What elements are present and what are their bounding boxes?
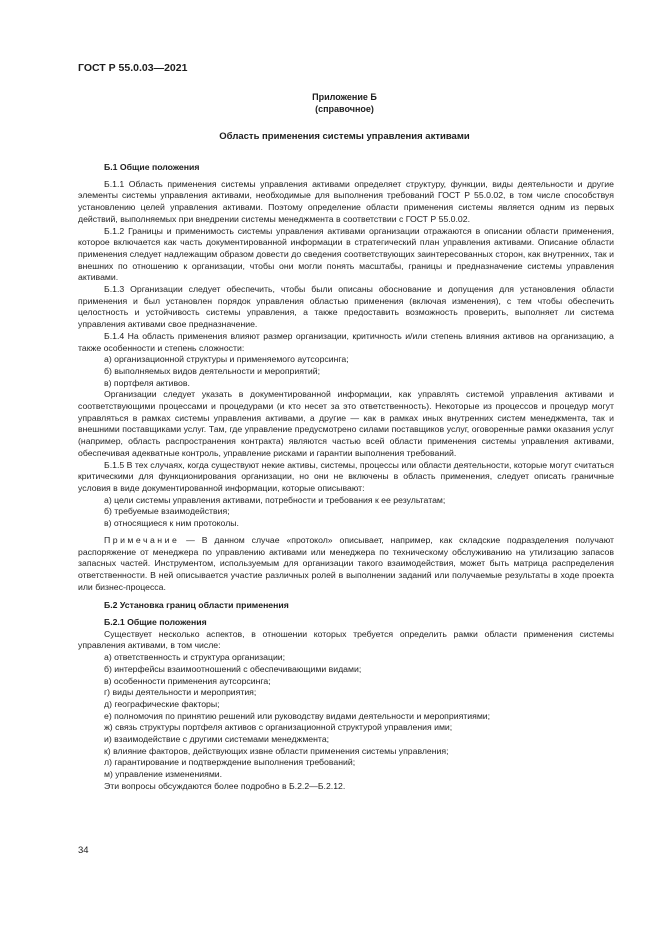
list-item: а) организационной структуры и применяемого аутсорсинга; <box>104 354 349 365</box>
paragraph-b1-3: Б.1.3 Организации следует обеспечить, чтобы были описаны обоснование и допущения для установления области применения и был установлен порядок управления областью применения (включая изменения), с тем чтобы обеспечить целостность и устойчивость системы управления, а также предоставить возможность проверить, выполняет ли система управления активами свое предназначение. <box>78 284 614 330</box>
paragraph-b1-2: Б.1.2 Границы и применимость системы управления активами организации отражаются в описании области применения, которое включается как часть документированной информации в стратегический план управления активами. Описание области применения следует надлежащим образом довести до сведения соответствующих заинтересованных сторон, как внутренних, так и внешних по отношению к организации, чтобы они могли понять масштабы, границы и предназначение системы управления активами. <box>78 225 614 283</box>
list-item: г) виды деятельности и мероприятия; <box>104 687 257 698</box>
list-item: ж) связь структуры портфеля активов с организационной структурой управления ими; <box>104 722 453 733</box>
list-item: м) управление изменениями. <box>104 769 223 780</box>
list-item: в) особенности применения аутсорсинга; <box>104 675 271 686</box>
list-item: б) интерфейсы взаимоотношений с обеспечивающими видами; <box>104 663 362 674</box>
appendix-label: Приложение Б <box>312 92 377 102</box>
note-label: Примечание <box>104 534 180 545</box>
list-item: а) ответственность и структура организации; <box>104 652 286 663</box>
paragraph-b1-1: Б.1.1 Область применения системы управления активами определяет структуру, функции, виды деятельности и другие элементы системы управления активами, необходимые для выполнения требований ГОСТ Р 55.0.02, в том числе способствуя установлению целей управления активами. Поэтому определение области применения системы является одним из первых действий, выполняемых при внедрении системы менеджмента в соответствии с ГОСТ Р 55.0.02. <box>78 178 614 224</box>
list-item: б) выполняемых видов деятельности и мероприятий; <box>104 365 321 376</box>
note-text: — В данном случае «протокол» описывает, например, как складские подразделения получают распоряжение от менеджера по управлению активами или менеджера по техническому обслуживанию на утилизацию запасов запасных частей. Инструментом, используемым для организации такого взаимодействия, может быть матрица распределения ответственности. В ней описывается участие различных ролей в выполнении заданий или получаемые результаты в ходе проекта или бизнес-процесса. <box>78 534 614 592</box>
list-item: в) относящиеся к ним протоколы. <box>104 518 239 529</box>
list-item: и) взаимодействие с другими системами менеджмента; <box>104 734 330 745</box>
appendix-title: Область применения системы управления активами <box>219 131 470 142</box>
list-item: в) портфеля активов. <box>104 377 190 388</box>
paragraph-b1-4: Б.1.4 На область применения влияют размер организации, критичность и/или степень влияния активов на организацию, а также особенности и степень сложности: <box>78 330 614 353</box>
list-item: к) влияние факторов, действующих извне области применения системы управления; <box>104 745 449 756</box>
list-item: л) гарантирование и подтверждение выполнения требований; <box>104 757 356 768</box>
paragraph-b2-1: Существует несколько аспектов, в отношении которых требуется определить рамки области применения системы управления активами, в том числе: <box>78 628 614 651</box>
list-item: д) географические факторы; <box>104 698 220 709</box>
section-b1-heading: Б.1 Общие положения <box>104 162 200 172</box>
list-item: а) цели системы управления активами, потребности и требования к ее результатам; <box>104 494 446 505</box>
document-body <box>78 162 614 793</box>
section-b2-1-heading: Б.2.1 Общие положения <box>104 617 207 628</box>
list-item: е) полномочия по принятию решений или руководству видами деятельности и мероприятиями; <box>104 710 491 721</box>
page-number: 34 <box>78 845 89 856</box>
paragraph-b1-4-continued: Организации следует указать в документированной информации, как управлять системой управления активами и соответствующими процессами и процедурами (и кто несет за это ответственность). Некоторые из процессов и процедур могут управляться в рамках системы управления активами, а другие — как в рамках иных внутренних систем менеджмента, так и внешними поставщиками услуг. Там, где управление предусмотрено силами поставщиков услуг, оговоренные рамки оказания услуг (например, область распространения контракта) являются частью всей области применения системы управления активами, обеспечивая адекватные контроль, управление рисками и гарантии выполнения требований. <box>78 389 614 458</box>
standard-header: ГОСТ Р 55.0.03—2021 <box>78 62 188 74</box>
paragraph-b2-1-end: Эти вопросы обсуждаются более подробно в Б.2.2—Б.2.12. <box>104 780 346 791</box>
list-item: б) требуемые взаимодействия; <box>104 506 230 517</box>
note-paragraph <box>78 535 614 594</box>
appendix-note: (справочное) <box>315 103 374 114</box>
paragraph-b1-5: Б.1.5 В тех случаях, когда существуют некие активы, системы, процессы или области деятельности, которые могут считаться критическими для функционирования организации, но они не включены в область применения, следует описать граничные условия в виде документированной информации, которые описывают: <box>78 459 614 493</box>
appendix-heading <box>0 92 661 115</box>
section-b2-heading: Б.2 Установка границ области применения <box>104 600 289 611</box>
